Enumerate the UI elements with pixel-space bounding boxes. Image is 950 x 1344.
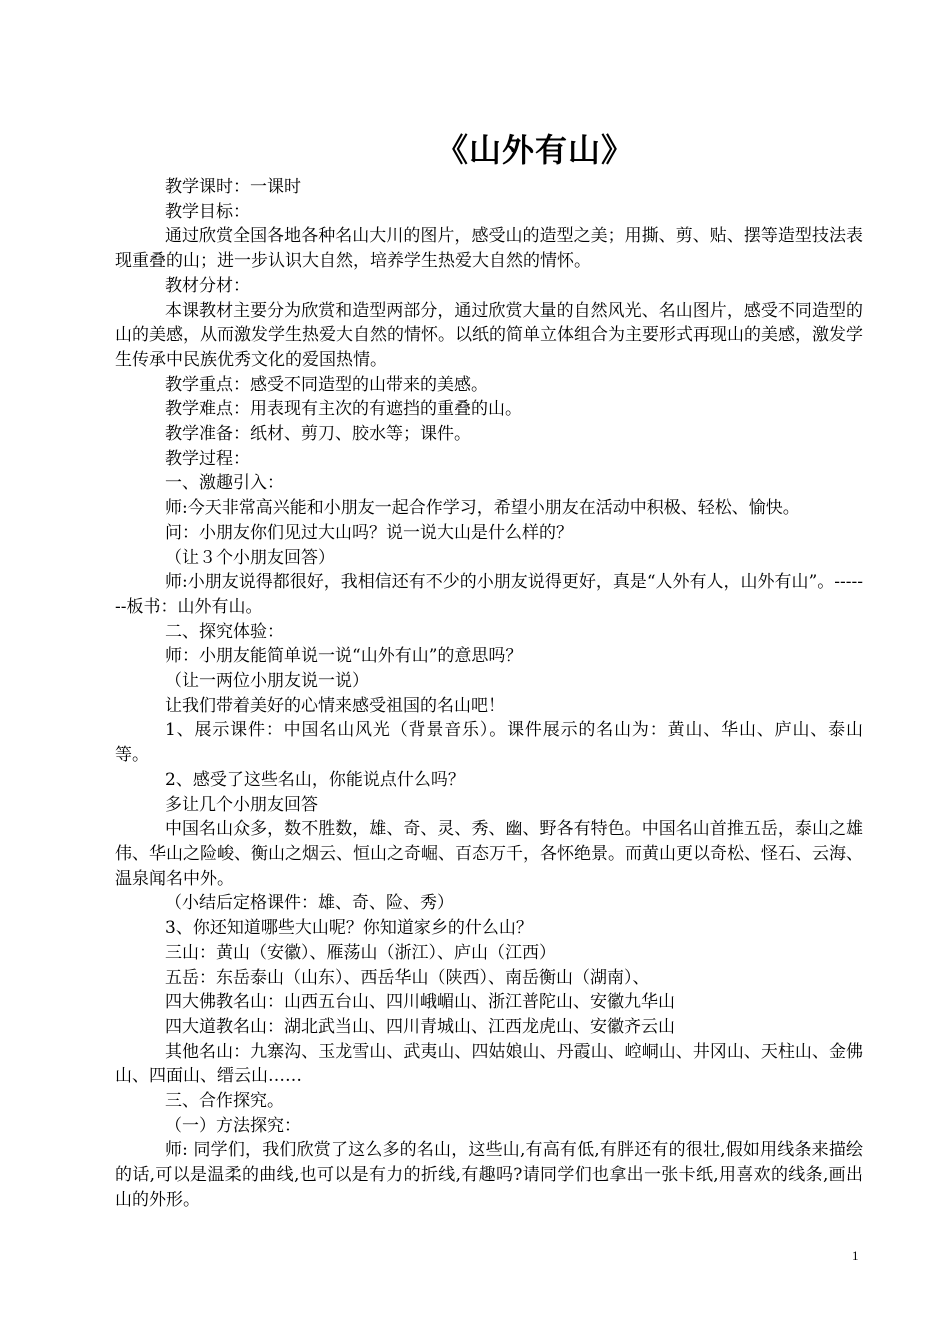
paragraph: 教材分材： [165,275,250,296]
paragraph: （小结后定格课件：雄、奇、险、秀） [165,893,454,914]
paragraph: 1、展示课件：中国名山风光（背景音乐）。课件展示的名山为：黄山、华山、庐山、泰山等。 [115,720,863,766]
page-number: 1 [852,1248,859,1263]
paragraph: （一）方法探究： [165,1115,301,1136]
paragraph: （让一两位小朋友说一说） [165,671,369,692]
paragraph: 教学过程： [165,448,250,469]
paragraph: 教学准备：纸材、剪刀、胶水等；课件。 [165,424,471,445]
paragraph: 师：小朋友能简单说一说“山外有山”的意思吗？ [165,646,523,667]
paragraph: 通过欣赏全国各地各种名山大川的图片，感受山的造型之美；用撕、剪、贴、摆等造型技法表现重叠的山；进一步认识大自然，培养学生热爱大自然的情怀。 [115,226,863,272]
paragraph: 四大道教名山：湖北武当山、四川青城山、江西龙虎山、安徽齐云山 [165,1016,675,1037]
paragraph: 教学目标： [165,201,250,222]
document-title: 《山外有山》 [435,131,634,169]
paragraph: （让３个小朋友回答） [165,547,335,568]
paragraph: 3、你还知道哪些大山呢？你知道家乡的什么山？ [165,918,533,939]
paragraph: 中国名山众多，数不胜数，雄、奇、灵、秀、幽、野各有特色。中国名山首推五岳，泰山之雄伟、华山之险峻、衡山之烟云、恒山之奇崛、百态万千，各怀绝景。而黄山更以奇松、怪石、云海、温泉闻名中外。 [115,819,863,889]
paragraph: 多让几个小朋友回答 [165,794,318,815]
paragraph: 2、感受了这些名山，你能说点什么吗？ [165,769,465,790]
paragraph: 教学课时：一课时 [165,177,301,197]
paragraph: 师:今天非常高兴能和小朋友一起合作学习，希望小朋友在活动中积极、轻松、愉快。 [165,498,800,519]
document-body [115,175,863,1213]
paragraph: 五岳：东岳泰山（山东）、西岳华山（陕西）、南岳衡山（湖南）、 [165,967,650,988]
paragraph: 三、合作探究。 [165,1091,284,1112]
paragraph: 一、激趣引入： [165,473,284,494]
paragraph: 教学重点：感受不同造型的山带来的美感。 [165,374,488,395]
paragraph: 师: 同学们，我们欣赏了这么多的名山，这些山,有高有低,有胖还有的很壮,假如用线条来描绘的话,可以是温柔的曲线,也可以是有力的折线,有趣吗?请同学们也拿出一张卡纸,用喜欢的线条,画出山的外形。 [115,1140,863,1210]
paragraph: 四大佛教名山：山西五台山、四川峨嵋山、浙江普陀山、安徽九华山 [165,992,675,1013]
paragraph: 本课教材主要分为欣赏和造型两部分，通过欣赏大量的自然风光、名山图片，感受不同造型的山的美感，从而激发学生热爱大自然的情怀。以纸的简单立体组合为主要形式再现山的美感，激发学生传承中民族优秀文化的爱国热情。 [115,300,863,370]
paragraph: 让我们带着美好的心情来感受祖国的名山吧！ [165,695,505,716]
paragraph: 其他名山：九寨沟、玉龙雪山、武夷山、四姑娘山、丹霞山、崆峒山、井冈山、天柱山、金佛山、四面山、缙云山…… [115,1041,863,1087]
paragraph: 教学难点：用表现有主次的有遮挡的重叠的山。 [165,399,522,420]
paragraph: 三山：黄山（安徽）、雁荡山（浙江）、庐山（江西） [165,942,556,963]
paragraph: 师:小朋友说得都很好，我相信还有不少的小朋友说得更好，真是“人外有人，山外有山”。-------板书：山外有山。 [115,572,863,617]
paragraph: 问：小朋友你们见过大山吗？说一说大山是什么样的？ [165,522,573,543]
paragraph: 二、探究体验： [165,621,284,642]
